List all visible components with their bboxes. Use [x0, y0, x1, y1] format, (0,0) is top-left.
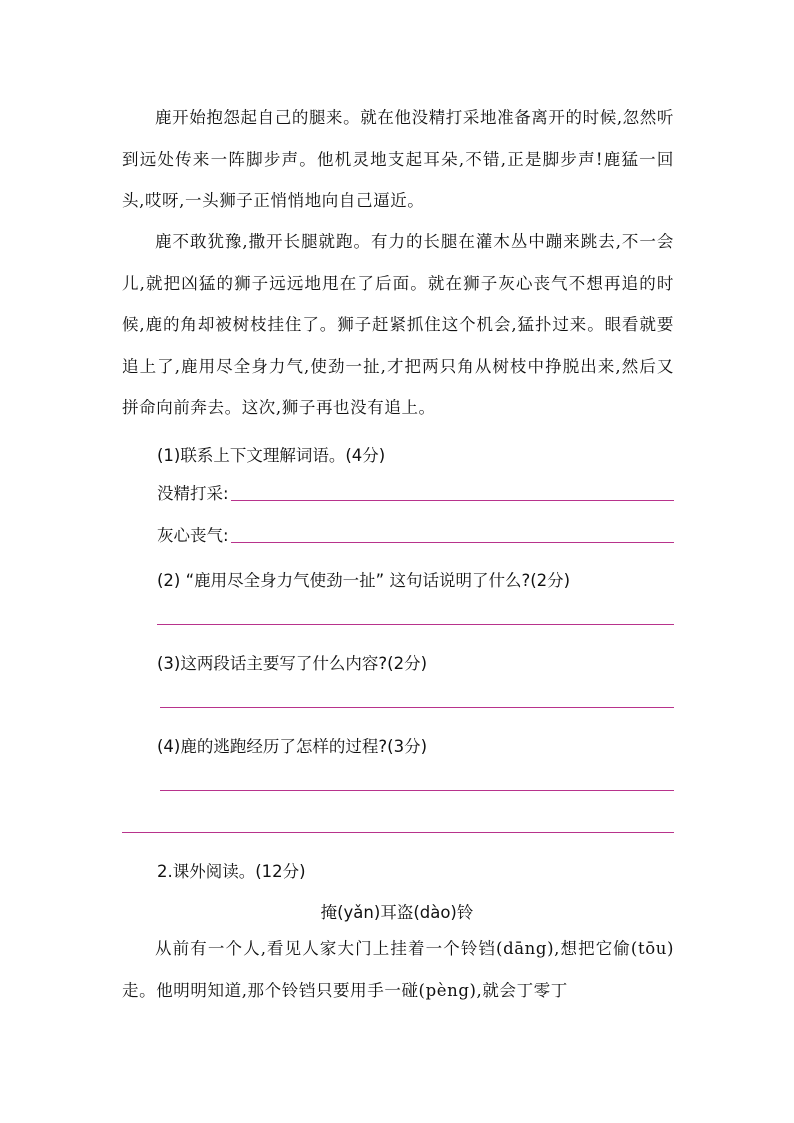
q4-answer-line-1[interactable]	[160, 790, 674, 791]
q1-term1-label: 没精打采:	[157, 484, 229, 503]
q1-term2-label: 灰心丧气:	[157, 526, 229, 545]
q1-term1-row	[157, 480, 674, 504]
question-4: (4)鹿的逃跑经历了怎样的过程?(3分)	[157, 737, 428, 756]
passage-paragraph-2: 鹿不敢犹豫,撒开长腿就跑。有力的长腿在灌木丛中蹦来跳去,不一会儿,就把凶猛的狮子远远地甩在了后面。就在狮子灰心丧气不想再追的时候,鹿的角却被树枝挂住了。狮子赶紧抓住这个机会,猛扑过来。眼看就要追上了,鹿用尽全身力气,使劲一扯,才把两只角从树枝中挣脱出来,然后又拼命向前奔去。这次,狮子再也没有追上。	[122, 232, 674, 417]
question-2: (2) “鹿用尽全身力气使劲一扯” 这句话说明了什么?(2分)	[157, 571, 571, 590]
q2-answer-line[interactable]	[157, 624, 674, 625]
q1-term2-answer-line[interactable]	[231, 541, 674, 543]
passage-paragraph-1: 鹿开始抱怨起自己的腿来。就在他没精打采地准备离开的时候,忽然听到远处传来一阵脚步声。他机灵地支起耳朵,不错,正是脚步声!鹿猛一回头,哎呀,一头狮子正悄悄地向自己逼近。	[122, 108, 674, 210]
q3-answer-line[interactable]	[160, 707, 674, 708]
story-title: 掩(yǎn)耳盗(dào)铃	[320, 903, 474, 922]
story-paragraph: 从前有一个人,看见人家大门上挂着一个铃铛(dāng),想把它偷(tōu)走。他明明知道,那个铃铛只要用手一碰(pèng),就会丁零丁	[122, 939, 674, 1000]
question-1: (1)联系上下文理解词语。(4分)	[157, 446, 386, 465]
question-3: (3)这两段话主要写了什么内容?(2分)	[157, 654, 428, 673]
q1-term2-row	[157, 522, 674, 546]
section-2-heading: 2.课外阅读。(12分)	[157, 862, 306, 881]
q1-term1-answer-line[interactable]	[231, 499, 674, 501]
q4-answer-line-2[interactable]	[122, 832, 674, 833]
